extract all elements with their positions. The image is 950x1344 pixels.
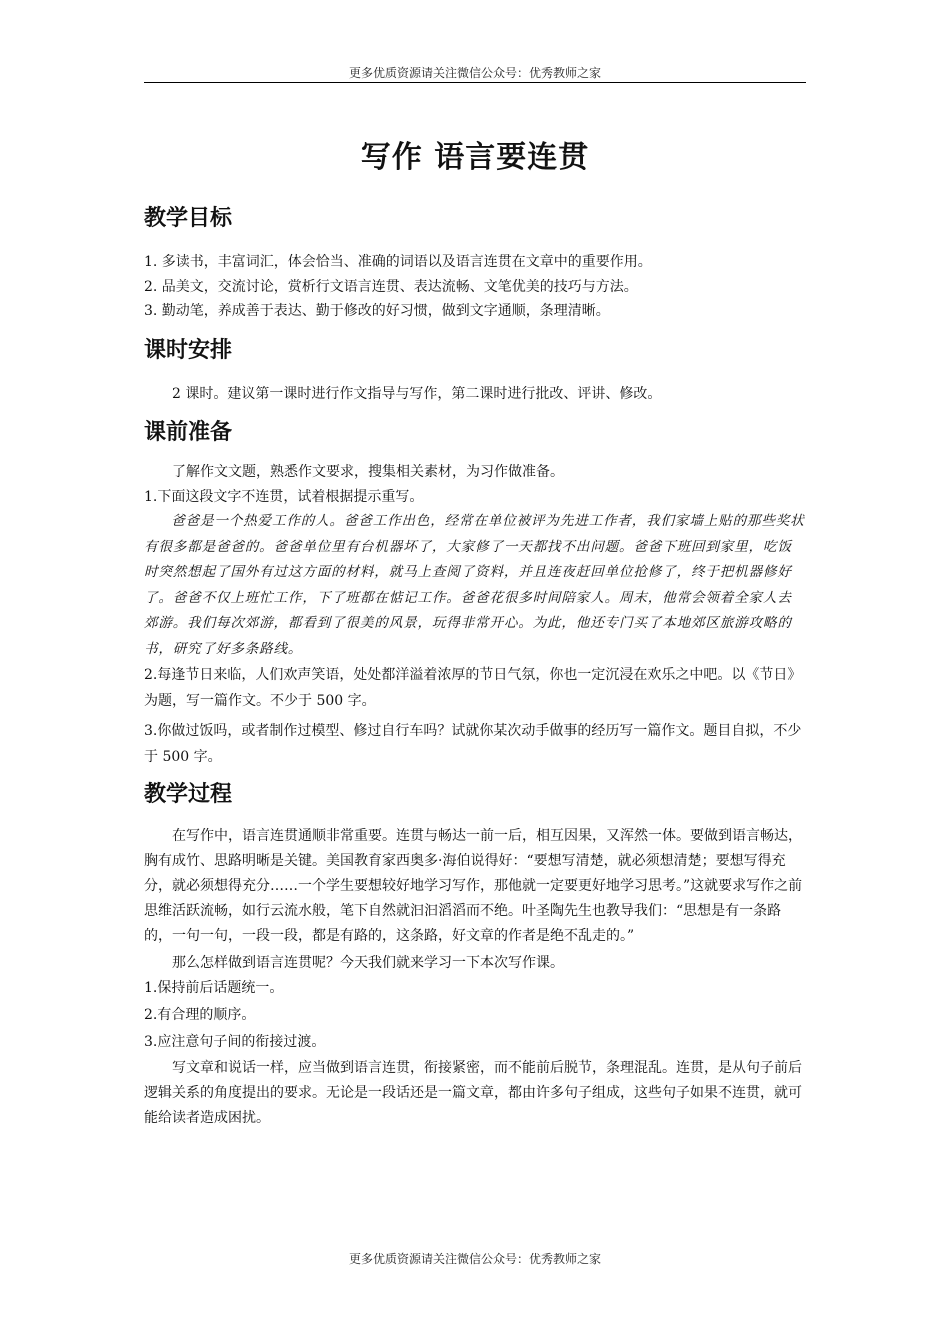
heading-class-schedule: 课时安排 (144, 337, 233, 363)
goal-item: 1. 多读书，丰富词汇，体会恰当、准确的词语以及语言连贯在文章中的重要作用。 (144, 254, 652, 270)
heading-teaching-goals: 教学目标 (144, 206, 233, 231)
goal-item: 2. 品美文，交流讨论，赏析行文语言连贯、表达流畅、文笔优美的技巧与方法。 (144, 278, 638, 295)
header-rule (144, 82, 806, 83)
process-paragraph-2: 那么怎样做到语言连贯呢？今天我们就来学习一下本次写作课。 (172, 955, 564, 971)
goal-item: 3. 勤动笔，养成善于表达、勤于修改的好习惯，做到文字通顺，条理清晰。 (144, 303, 610, 319)
heading-teaching-process: 教学过程 (144, 782, 233, 807)
page-footer: 更多优质资源请关注微信公众号：优秀教师之家 (348, 1252, 601, 1266)
prep-passage: 爸爸是一个热爱工作的人。爸爸工作出色，经常在单位被评为先进工作者，我们家墙上贴的那些奖状有很多都是爸爸的。爸爸单位里有台机器坏了，大家修了一天都找不出问题。爸爸下班回到家里，吃饭时突然想起了国外有过这方面的材料，就马上查阅了资料，并且连夜赶回单位抢修了，终于把机器修好了。爸爸不仅上班忙工作，下了班都在惦记工作。爸爸花很多时间陪家人。周末，他常会领着全家人去郊游。我们每次郊游，都看到了很美的风景，玩得非常开心。为此，他还专门买了本地郊区旅游攻略的书，研究了好多条路线。 (144, 513, 805, 657)
process-paragraph-1: 在写作中，语言连贯通顺非常重要。连贯与畅达一前一后，相互因果，又浑然一体。要做到语言畅达，胸有成竹、思路明晰是关键。美国教育家西奥多·海伯说得好：“要想写清楚，就必须想清楚；要想写得充分，就必须想得充分……一个学生要想较好地学习写作，那他就一定要更好地学习思考。”这就要求写作之前思维活跃流畅，如行云流水般，笔下自然就汩汩滔滔而不绝。叶圣陶先生也教导我们：“思想是有一条路的，一句一句，一段一段，都是有路的，这条路，好文章的作者是绝不乱走的。” (144, 828, 803, 944)
page-title: 写作 语言要连贯 (360, 140, 590, 175)
process-point: 3.应注意句子间的衔接过渡。 (144, 1034, 326, 1050)
process-point: 1.保持前后话题统一。 (144, 980, 284, 996)
schedule-text: 2 课时。建议第一课时进行作文指导与写作，第二课时进行批改、评讲、修改。 (172, 385, 662, 402)
prep-task-2: 2.每逢节日来临，人们欢声笑语，处处都洋溢着浓厚的节日气氛，你也一定沉浸在欢乐之中吧。以《节日》为题，写一篇作文。不少于 500 字。 (144, 667, 802, 709)
process-paragraph-3: 写文章和说话一样，应当做到语言连贯，衔接紧密，而不能前后脱节，条理混乱。连贯，是从句子前后逻辑关系的角度提出的要求。无论是一段话还是一篇文章，都由许多句子组成，这些句子如果不连贯，就可能给读者造成困扰。 (144, 1060, 802, 1126)
process-point: 2.有合理的顺序。 (144, 1007, 256, 1023)
prep-task-3: 3.你做过饭吗，或者制作过模型、修过自行车吗？试就你某次动手做事的经历写一篇作文。题目自拟，不少于 500 字。 (144, 723, 802, 765)
document-body (144, 122, 806, 1131)
prep-intro: 了解作文文题，熟悉作文要求，搜集相关素材，为习作做准备。 (172, 464, 564, 480)
prep-task-1: 1.下面这段文字不连贯，试着根据提示重写。 (144, 488, 424, 505)
page-header: 更多优质资源请关注微信公众号：优秀教师之家 (348, 66, 601, 80)
heading-preparation: 课前准备 (144, 420, 233, 445)
